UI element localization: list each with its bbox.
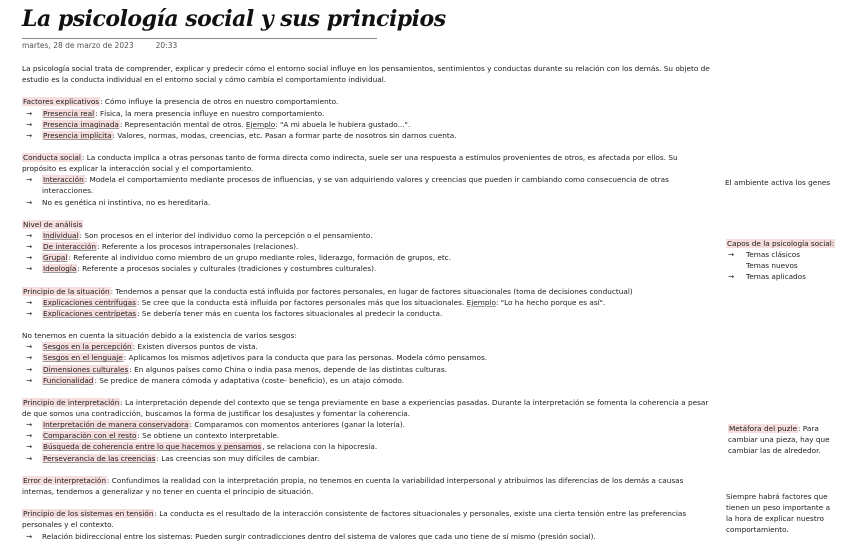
arrow-icon: →	[26, 353, 33, 363]
item-text: Temas nuevos	[746, 261, 798, 271]
list-item	[22, 108, 712, 119]
term: Búsqueda de coherencia entre lo que hacemos y pensamos	[43, 442, 262, 452]
section-text: : La interpretación depende del contexto que se tenga previamente en base a experiencias pasadas. Durante la interpretación se fomenta la coherencia a pesar de que somos una contradicción, buscamos la forma de justificar los desajustes y fomentar la coherencia.	[22, 398, 709, 419]
item-text: : Aplicamos los mismos adjetivos para la conducta que para las personas. Modela cómo pensamos.	[123, 353, 488, 363]
arrow-icon: →	[26, 442, 33, 452]
list-item	[22, 375, 712, 386]
list-item	[22, 364, 712, 375]
item-text: : Se obtiene un contexto interpretable.	[137, 431, 280, 441]
arrow-icon: →	[26, 431, 33, 441]
term: Factores explicativos	[23, 97, 100, 107]
list-item	[22, 297, 712, 308]
term: Presencia real	[43, 108, 95, 118]
list-item	[22, 352, 712, 363]
list-item	[22, 308, 712, 319]
arrow-icon: →	[26, 130, 33, 140]
section-text: : Cómo influye la presencia de otros en nuestro comportamiento.	[100, 97, 339, 107]
section-text: No tenemos en cuenta la situación debido a la existencia de varios sesgos:	[22, 331, 297, 341]
list-item	[22, 341, 712, 352]
list-item	[22, 130, 712, 141]
section-sistemas	[22, 508, 712, 541]
arrow-icon: →	[26, 253, 33, 263]
side-note-text: El ambiente activa los genes	[725, 178, 831, 187]
date: martes, 28 de marzo de 2023	[22, 41, 134, 50]
term: Conducta social	[23, 153, 81, 163]
list-item	[22, 174, 712, 196]
list-item	[22, 419, 712, 430]
item-text: : Física, la mera presencia influye en nuestro comportamiento.	[95, 108, 325, 118]
item-text: : Referente a procesos sociales y culturales (tradiciones y costumbres culturales).	[77, 264, 377, 274]
item-text: : Comparamos con momentos anteriores (ganar la lotería).	[189, 420, 406, 430]
arrow-icon: →	[26, 297, 33, 307]
arrow-icon: →	[26, 420, 33, 430]
arrow-icon: →	[26, 242, 33, 252]
list-item	[22, 263, 712, 274]
arrow-icon: →	[26, 231, 33, 241]
section-text: : La conducta es el resultado de la interacción consistente de factores situacionales y personales, existe una cierta tensión entre las preferencias personales y el contexto.	[22, 509, 687, 530]
section-error	[22, 475, 712, 497]
arrow-icon: →	[728, 250, 735, 260]
item-text: Temas clásicos	[746, 250, 801, 260]
item-text: : "Lo ha hecho porque es así".	[495, 297, 606, 307]
term: Principio de la situación	[23, 286, 110, 296]
section-interpretacion	[22, 397, 712, 464]
note-body	[22, 63, 712, 542]
arrow-icon: →	[26, 308, 33, 318]
section-text: : Tendemos a pensar que la conducta está influida por factores personales, en lugar de factores situacionales (toma de decisiones conductual)	[110, 286, 633, 296]
item-text: : Representación mental de otros.	[119, 119, 246, 129]
list-item	[22, 441, 712, 452]
term: Perseverancia de las creencias	[43, 453, 156, 463]
item-text: : Se predice de manera cómoda y adaptativa (coste- beneficio), es un atajo cómodo.	[94, 375, 405, 385]
item-text: , se relaciona con la hipocresía.	[262, 442, 378, 452]
item-text: : Referente a los procesos intrapersonales (relaciones).	[97, 242, 299, 252]
arrow-icon: →	[26, 342, 33, 352]
section-conducta	[22, 152, 712, 207]
term: Interpretación de manera conservadora	[43, 420, 189, 430]
item-text: : Valores, normas, modas, creencias, etc. Pasan a formar parte de nosotros sin darnos cuenta.	[112, 130, 457, 140]
arrow-icon: →	[26, 108, 33, 118]
term: Ejemplo	[245, 119, 276, 129]
term: Explicaciones centrífugas	[43, 297, 136, 307]
list-item	[22, 241, 712, 252]
time: 20:33	[155, 41, 178, 50]
term: Error de interpretación	[23, 475, 106, 485]
term: Sesgos en la percepción	[43, 342, 132, 352]
section-text: : La conducta implica a otras personas tanto de forma directa como indirecta, suele ser una respuesta a estímulos provenientes de otros, es afectada por ellos. Su propósito es explicar la interacción social y el comportamiento.	[22, 153, 678, 174]
item-text: No es genética ni instintiva, no es hereditaria.	[42, 197, 211, 207]
term: Principio de interpretación	[23, 398, 120, 408]
arrow-icon: →	[26, 175, 33, 185]
term: Explicaciones centrípetas	[43, 308, 137, 318]
item-text: : Modela el comportamiento mediante procesos de influencias, y se van adquiriendo valores y creencias que pueden ir cambiando como consecuencia de otras interacciones.	[42, 175, 669, 196]
list-item	[22, 197, 712, 208]
item-text: : Existen diversos puntos de vista.	[132, 342, 258, 352]
term: Presencia implícita	[43, 130, 112, 140]
list-item	[726, 249, 841, 260]
arrow-icon: →	[26, 197, 33, 207]
side-note-factores	[726, 491, 834, 535]
section-situacion	[22, 286, 712, 319]
term: Grupal	[43, 253, 68, 263]
arrow-icon: →	[728, 272, 735, 282]
term: Presencia imaginada	[43, 119, 119, 129]
intro-paragraph: La psicología social trata de comprender, explicar y predecir cómo el entorno social influye en los pensamientos, sentimientos y conductas durante su relación con los demás. Su objeto de estudio es la conducta individual en el entorno social y cómo cambia el comportamiento individual.	[22, 64, 710, 85]
item-text: : En algunos países como China o india pasa menos, depende de las distintas culturas.	[129, 364, 447, 374]
item-text: : Se cree que la conducta está influida por factores personales más que los situacionales.	[136, 297, 467, 307]
term: Funcionalidad	[43, 375, 94, 385]
item-text: : Son procesos en el interior del individuo como la percepción o el pensamiento.	[79, 231, 373, 241]
date-line	[22, 41, 177, 50]
term: Metáfora del puzle	[729, 424, 798, 433]
item-text: : Referente al individuo como miembro de un grupo mediante roles, liderazgo, formación de grupos, etc.	[68, 253, 452, 263]
section-text: : Confundimos la realidad con la interpretación propia, no tenemos en cuenta la variabilidad interpersonal y atribuimos las diferencias de los demás a causas internas, tendemos a generalizar y no tener en cuenta el principio de situación.	[22, 475, 684, 496]
section-sesgos	[22, 330, 712, 385]
term: Individual	[43, 231, 79, 241]
term: De interacción	[43, 242, 97, 252]
side-note-text: : Para cambiar una pieza, hay que cambiar las de alrededor.	[728, 424, 830, 456]
side-note-metafora	[728, 423, 836, 456]
list-item	[22, 531, 712, 542]
list-item	[22, 430, 712, 441]
side-note-text: Siempre habrá factores que tienen un peso importante a la hora de explicar nuestro comportamiento.	[726, 492, 831, 535]
arrow-spacer	[726, 260, 746, 271]
term: Dimensiones culturales	[43, 364, 129, 374]
term: Principio de los sistemas en tensión	[23, 509, 154, 519]
term: Nivel de análisis	[23, 219, 83, 229]
arrow-icon: →	[26, 264, 33, 274]
list-item	[22, 119, 712, 130]
item-text: : Se debería tener más en cuenta los factores situacionales al predecir la conducta.	[137, 308, 443, 318]
item-text: : "A mi abuela le hubiera gustado...".	[275, 119, 411, 129]
list-item	[726, 260, 841, 271]
list-item	[22, 252, 712, 263]
item-text: Relación bidireccional entre los sistemas: Pueden surgir contradicciones dentro del sistema de valores que cada uno tiene de sí mismo (presión social).	[42, 531, 596, 541]
section-factores	[22, 96, 712, 140]
term: Comparación con el resto	[43, 431, 137, 441]
side-note-capos	[726, 238, 841, 282]
arrow-icon: →	[26, 375, 33, 385]
arrow-icon: →	[26, 119, 33, 129]
side-note-genes	[725, 177, 840, 188]
list-item	[22, 453, 712, 464]
list-item	[22, 230, 712, 241]
arrow-icon: →	[26, 364, 33, 374]
arrow-icon: →	[26, 453, 33, 463]
list-item	[726, 271, 841, 282]
term: Sesgos en el lenguaje	[43, 353, 123, 363]
title-rule	[22, 38, 377, 39]
item-text: Temas aplicados	[746, 272, 806, 282]
section-nivel	[22, 219, 712, 274]
item-text: : Las creencias son muy difíciles de cambiar.	[156, 453, 320, 463]
side-note-title: Capos de la psicología social:	[727, 239, 835, 248]
term: Ejemplo	[466, 297, 496, 307]
page-title: La psicología social y sus principios	[22, 6, 446, 32]
arrow-icon: →	[26, 531, 33, 541]
term: Interacción	[43, 175, 84, 185]
term: Ideología	[43, 264, 77, 274]
